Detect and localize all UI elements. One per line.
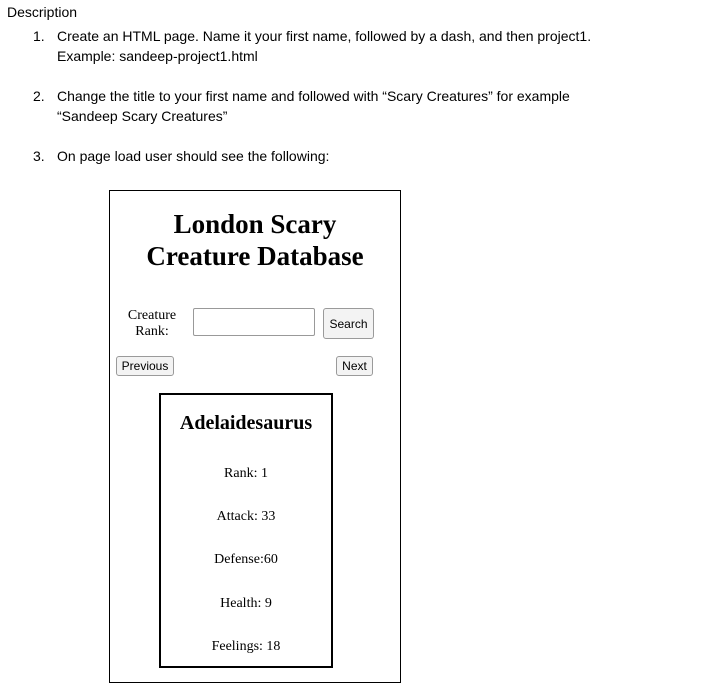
step-text <box>57 146 329 166</box>
creature-name: Adelaidesaurus <box>179 412 313 434</box>
creature-rank-label <box>122 308 182 340</box>
creature-attack: Attack: 33 <box>216 509 276 524</box>
step-line: On page load user should see the following: <box>57 148 330 164</box>
creature-rank: Rank: 1 <box>224 466 268 481</box>
step-3 <box>33 146 673 168</box>
description-heading: Description <box>7 4 78 20</box>
mockup-frame <box>109 190 401 683</box>
search-button[interactable]: Search <box>323 308 374 339</box>
creature-card <box>159 393 333 668</box>
step-1 <box>33 26 673 70</box>
creature-rank-input[interactable] <box>193 308 315 336</box>
previous-button[interactable]: Previous <box>116 356 174 376</box>
step-line: “Sandeep Scary Creatures” <box>57 108 228 124</box>
step-line: Change the title to your first name and followed with “Scary Creatures” for example <box>57 88 570 104</box>
step-text <box>57 26 591 66</box>
next-button[interactable]: Next <box>336 356 373 376</box>
title-line: Creature Database <box>146 241 364 271</box>
step-text <box>57 86 570 126</box>
creature-health: Health: 9 <box>220 596 272 611</box>
page-title <box>110 208 400 272</box>
label-line: Rank: <box>135 324 169 339</box>
creature-defense: Defense:60 <box>214 552 278 567</box>
title-line: London Scary <box>173 209 337 239</box>
step-number: 1. <box>33 28 45 44</box>
step-line: Create an HTML page. Name it your first name, followed by a dash, and then project1. <box>57 28 592 44</box>
creature-feelings: Feelings: 18 <box>211 639 281 654</box>
step-number: 2. <box>33 88 45 104</box>
step-number: 3. <box>33 148 45 164</box>
step-2 <box>33 86 673 130</box>
step-line: Example: sandeep-project1.html <box>57 48 258 64</box>
label-line: Creature <box>127 308 177 323</box>
